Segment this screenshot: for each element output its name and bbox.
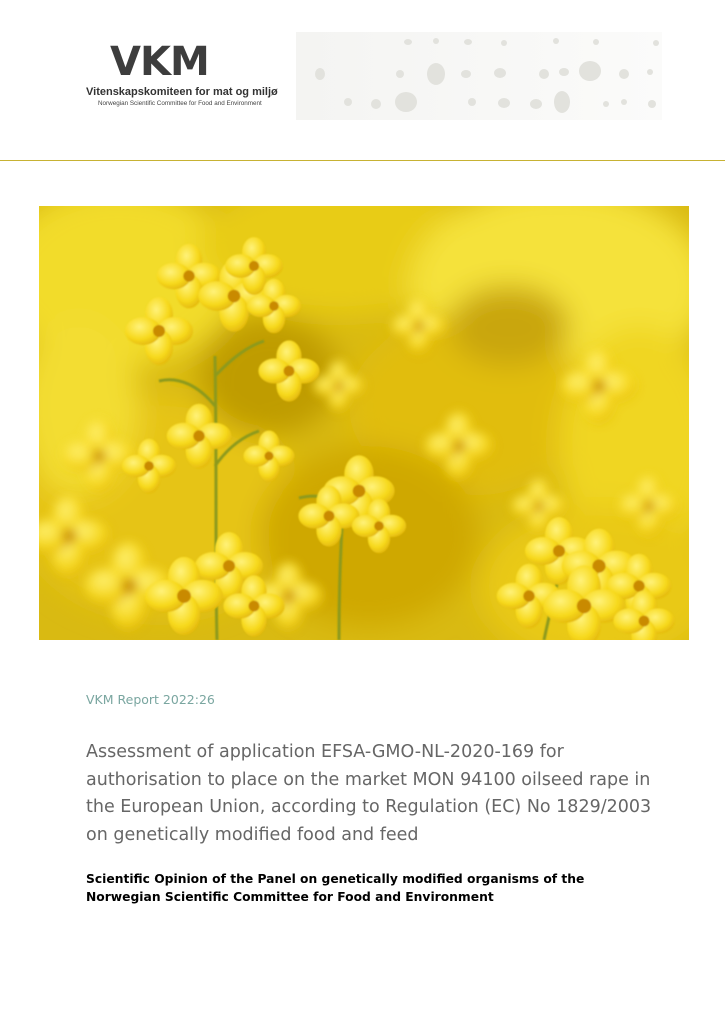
report-subtitle: Scientific Opinion of the Panel on genetically modified organisms of the Norwegian Scientific Committee for Food and Environment — [86, 872, 585, 904]
cover-photo-oilseed-rape — [39, 206, 689, 640]
report-number: VKM Report 2022:26 — [86, 692, 215, 707]
report-title: Assessment of application EFSA-GMO-NL-2020-169 for authorisation to place on the market MON 94100 oilseed rape in the European Union, according to Regulation (EC) No 1829/2003 on genetically modified food and feed — [86, 742, 652, 845]
decorative-dots-banner — [296, 32, 662, 120]
logo-mark: VKM — [110, 39, 209, 85]
logo-organisation-name: Vitenskapskomiteen for mat og miljø — [86, 86, 278, 98]
header-divider — [0, 160, 725, 161]
vkm-logo — [86, 39, 278, 112]
logo-organisation-subtitle: Norwegian Scientific Committee for Food and Environment — [98, 100, 262, 107]
